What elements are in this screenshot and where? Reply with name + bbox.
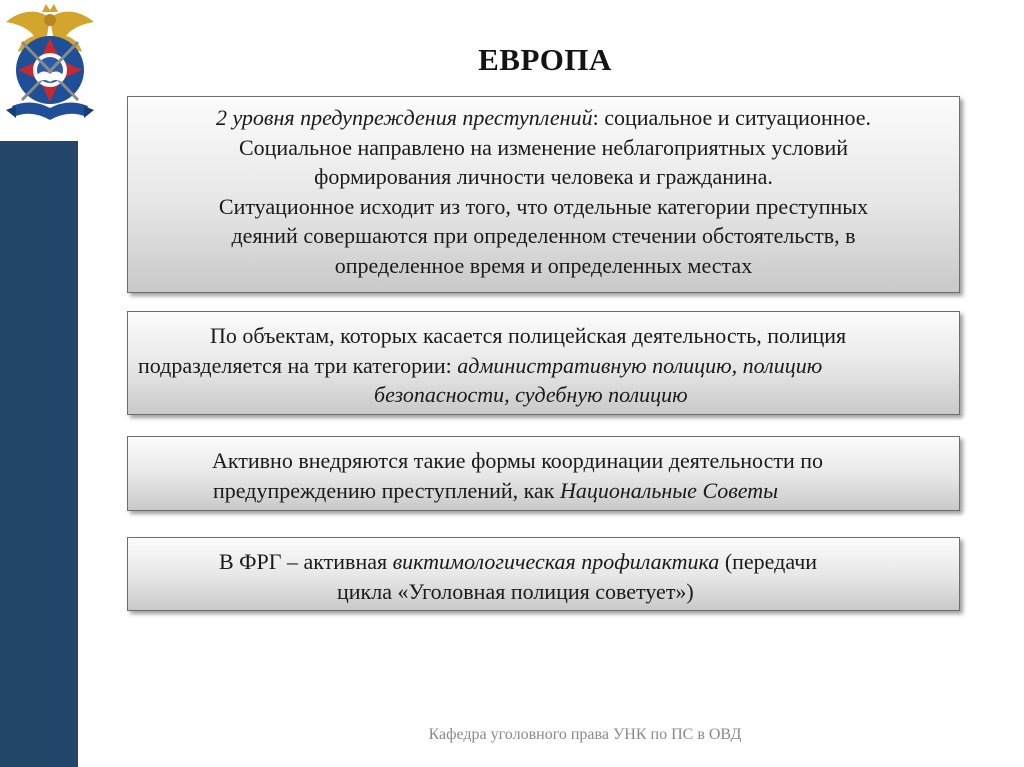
text-box-coordination [127,436,960,511]
italic-text: административную полицию, полицию [457,352,823,378]
text-line: формирования личности человека и гражданина. [314,164,773,190]
text-line [138,547,949,577]
text-line [138,351,949,381]
text-span: В ФРГ – активная [219,549,393,574]
text-line [138,380,949,410]
text-line: Ситуационное исходит из того, что отдельные категории преступных [218,193,869,219]
italic-text: 2 уровня предупреждения преступлений [215,105,593,130]
footer-department: Кафедра уголовного права УНК по ПС в ОВД [428,726,742,743]
text-line [136,103,951,133]
slide-title: ЕВРОПА [478,42,612,77]
text-line: Социальное направлено на изменение неблагоприятных условий [238,134,849,160]
text-line: деяний совершаются при определенном стечении обстоятельств, в [231,223,856,249]
text-span: предупреждению преступлений, как [213,477,560,503]
italic-text: Национальные Советы [559,477,779,503]
text-span: : социальное и ситуационное. [592,105,872,130]
text-line: Активно внедряются такие формы координации деятельности по [212,448,824,473]
text-box-police-categories [127,311,960,415]
text-line: цикла «Уголовная полиция советует») [337,578,694,604]
italic-text: виктимологическая профилактика [392,549,720,574]
italic-text: безопасности, судебную полицию [374,382,688,408]
text-box-frg-victimology [127,537,960,611]
text-line: По объектам, которых касается полицейская деятельность, полиция [210,323,847,348]
text-span: подразделяется на три категории: [138,352,458,378]
text-line [138,476,949,506]
text-box-prevention-levels [127,96,960,293]
text-line: определенное время и определенных местах [334,252,753,278]
sidebar-band [0,141,78,767]
text-span: (передачи [719,549,818,574]
